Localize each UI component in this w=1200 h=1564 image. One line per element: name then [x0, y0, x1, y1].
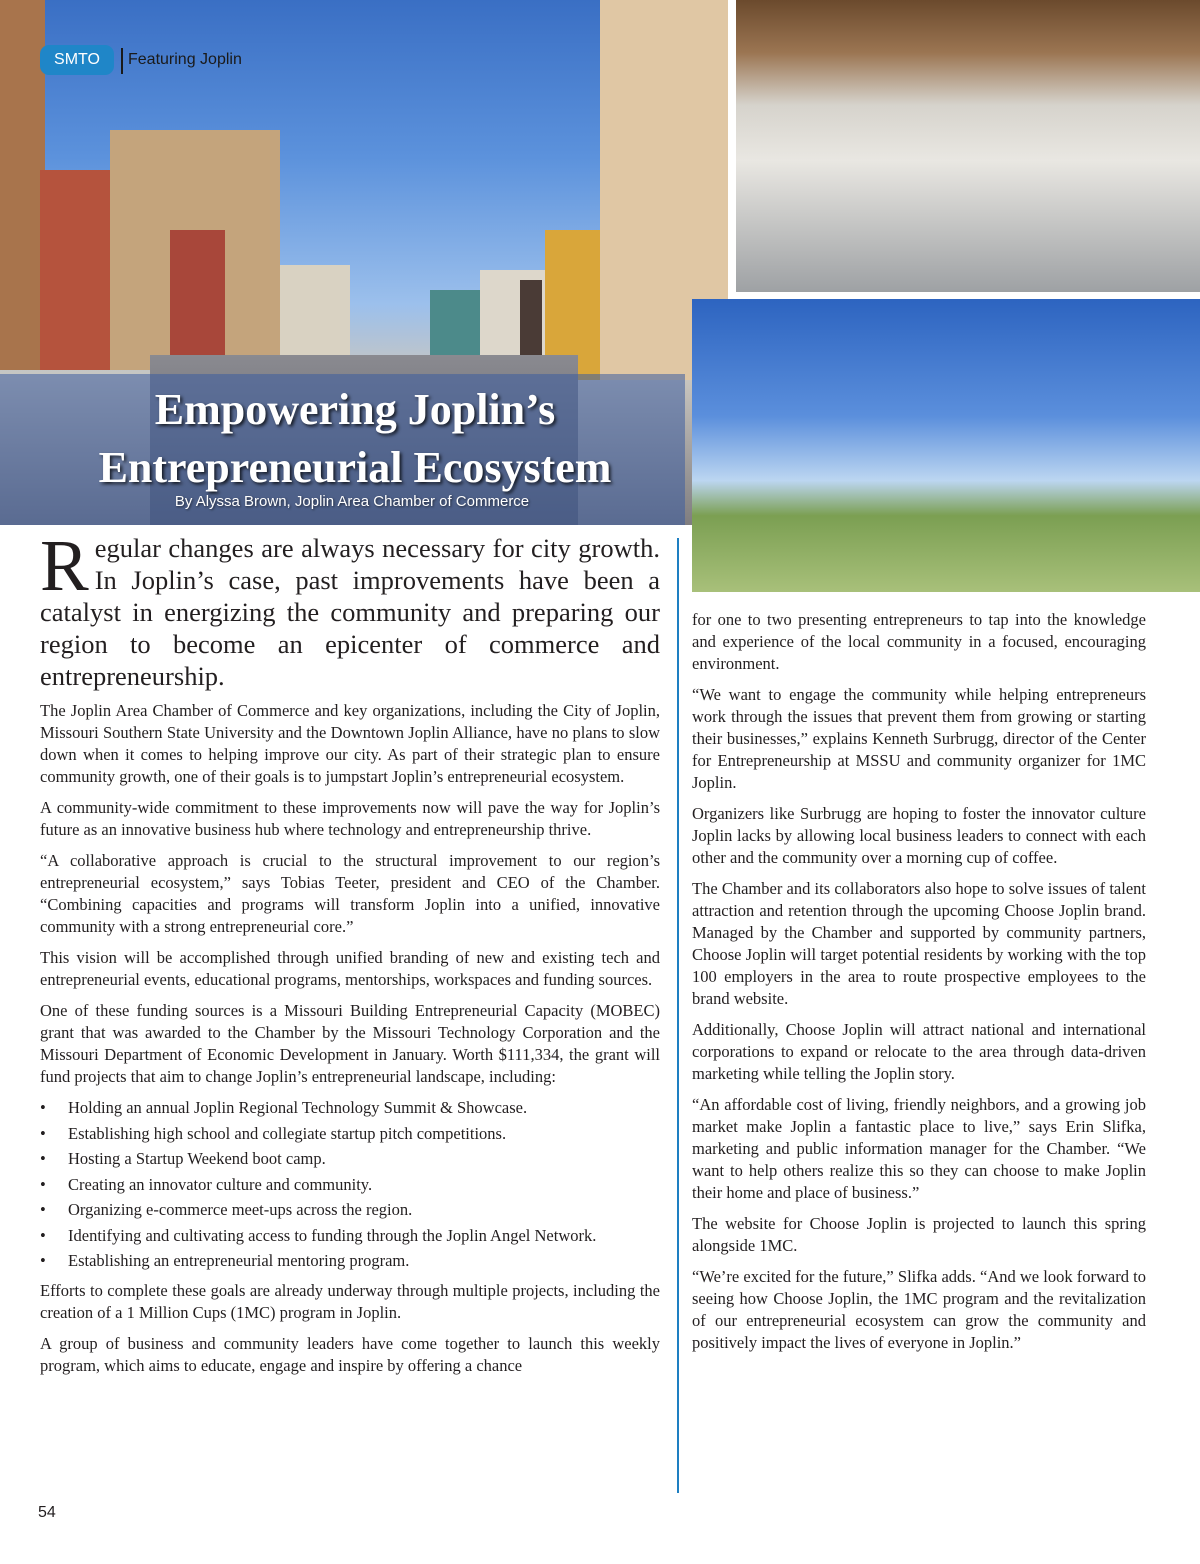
- list-item: • Establishing high school and collegiate startup pitch competitions.: [40, 1123, 507, 1143]
- joplin-public-library-photo: [692, 299, 1200, 592]
- list-item: • Creating an innovator culture and community.: [40, 1174, 373, 1194]
- bullet-icon: •: [40, 1225, 46, 1245]
- body-paragraph: Efforts to complete these goals are already underway through multiple projects, including the creation of a 1 Million Cups (1MC) program in Joplin.: [40, 1281, 660, 1322]
- section-divider: [121, 48, 123, 74]
- list-item: • Establishing an entrepreneurial mentoring program.: [40, 1251, 410, 1270]
- lead-paragraph: [40, 525, 660, 692]
- lead-text: egular changes are always necessary for city growth. In Joplin’s case, past improvements have been a catalyst in energizing the community and preparing our region to become an epicenter of commerce and entrepreneurship.: [40, 533, 660, 691]
- body-paragraph: Additionally, Choose Joplin will attract national and international corporations to expand or relocate to the area through data-driven marketing while telling the Joplin story.: [692, 1020, 1146, 1083]
- article-byline: By Alyssa Brown, Joplin Area Chamber of Commerce: [174, 493, 530, 510]
- list-item: • Organizing e-commerce meet-ups across the region.: [40, 1200, 413, 1219]
- left-column: [40, 525, 660, 1386]
- body-paragraph: “An affordable cost of living, friendly neighbors, and a growing job market make Joplin a fantastic place to live,” says Erin Slifka, marketing and public information manager for the Chamber. “We want to help others realize this so they can choose to make Joplin their home and place of business.”: [692, 1095, 1146, 1202]
- body-paragraph: A community-wide commitment to these improvements now will pave the way for Joplin’s future as an innovative business hub where technology and entrepreneurship thrive.: [40, 798, 660, 839]
- section-tag-badge: SMTO: [40, 45, 114, 75]
- body-paragraph: The Joplin Area Chamber of Commerce and key organizations, including the City of Joplin, Missouri Southern State University and the Downtown Joplin Alliance, have no plans to slow down when it comes to helping improve our city. As part of their strategic plan to ensure community growth, one of their goals is to jumpstart Joplin’s entrepreneurial ecosystem.: [40, 701, 660, 786]
- body-paragraph: The website for Choose Joplin is projected to launch this spring alongside 1MC.: [692, 1214, 1146, 1255]
- right-column: [692, 609, 1146, 1363]
- body-paragraph: A group of business and community leaders have come together to launch this weekly program, which aims to educate, engage and inspire by offering a chance: [40, 1334, 660, 1375]
- article-title-line1: Empowering Joplin’s: [154, 385, 556, 434]
- list-item: • Hosting a Startup Weekend boot camp.: [40, 1149, 326, 1168]
- body-paragraph: One of these funding sources is a Missouri Building Entrepreneurial Capacity (MOBEC) grant that was awarded to the Chamber by the Missouri Technology Corporation and the Missouri Department of Economic Development in January. Worth $111,334, the grant will fund projects that aim to change Joplin’s entrepreneurial landscape, including:: [40, 1001, 660, 1086]
- bullet-icon: •: [40, 1251, 46, 1270]
- section-label: Featuring Joplin: [128, 51, 242, 68]
- body-paragraph: “A collaborative approach is crucial to the structural improvement to our region’s entrepreneurial ecosystem,” says Tobias Teeter, president and CEO of the Chamber. “Combining capacities and programs will transform Joplin into a unified, innovative community with a strong entrepreneurial core.”: [40, 851, 660, 936]
- bullet-icon: •: [40, 1149, 46, 1168]
- list-item: • Identifying and cultivating access to funding through the Joplin Angel Network.: [40, 1225, 597, 1245]
- body-paragraph: “We’re excited for the future,” Slifka adds. “And we look forward to seeing how Choose Joplin, the 1MC program and the revitalization of our entrepreneurial ecosystem can grow the community and positively impact the lives of everyone in Joplin.”: [692, 1267, 1146, 1352]
- body-paragraph: for one to two presenting entrepreneurs to tap into the knowledge and experience of the local community in a focused, encouraging environment.: [692, 610, 1146, 673]
- goals-list: [40, 1097, 660, 1272]
- page-number: 54: [38, 1504, 56, 1521]
- body-paragraph: “We want to engage the community while helping entrepreneurs work through the issues that prevent them from growing or starting their businesses,” explains Kenneth Surbrugg, director of the Center for Entrepreneurship at MSSU and community organizer for 1MC Joplin.: [692, 685, 1146, 792]
- bullet-icon: •: [40, 1200, 46, 1219]
- list-item: • Holding an annual Joplin Regional Technology Summit & Showcase.: [40, 1098, 528, 1117]
- body-paragraph: The Chamber and its collaborators also hope to solve issues of talent attraction and retention through the upcoming Choose Joplin brand. Managed by the Chamber and supported by community partners, Choose Joplin will target potential residents by working with the top 100 employers in the area to route prospective employees to the brand website.: [692, 879, 1146, 1008]
- bullet-icon: •: [40, 1174, 46, 1194]
- body-paragraph: This vision will be accomplished through unified branding of new and existing tech and entrepreneurial events, educational programs, mentorships, workspaces and funding sources.: [40, 948, 660, 989]
- column-rule: [677, 538, 679, 1493]
- body-paragraph: Organizers like Surbrugg are hoping to foster the innovator culture Joplin lacks by allowing local business leaders to connect with each other and the community over a morning cup of coffee.: [692, 804, 1146, 867]
- lecture-hall-photo: [736, 0, 1200, 292]
- drop-cap: R: [40, 525, 89, 606]
- bullet-icon: •: [40, 1123, 46, 1143]
- bullet-icon: •: [40, 1098, 46, 1117]
- article-title-line2: Entrepreneurial Ecosystem: [98, 443, 612, 492]
